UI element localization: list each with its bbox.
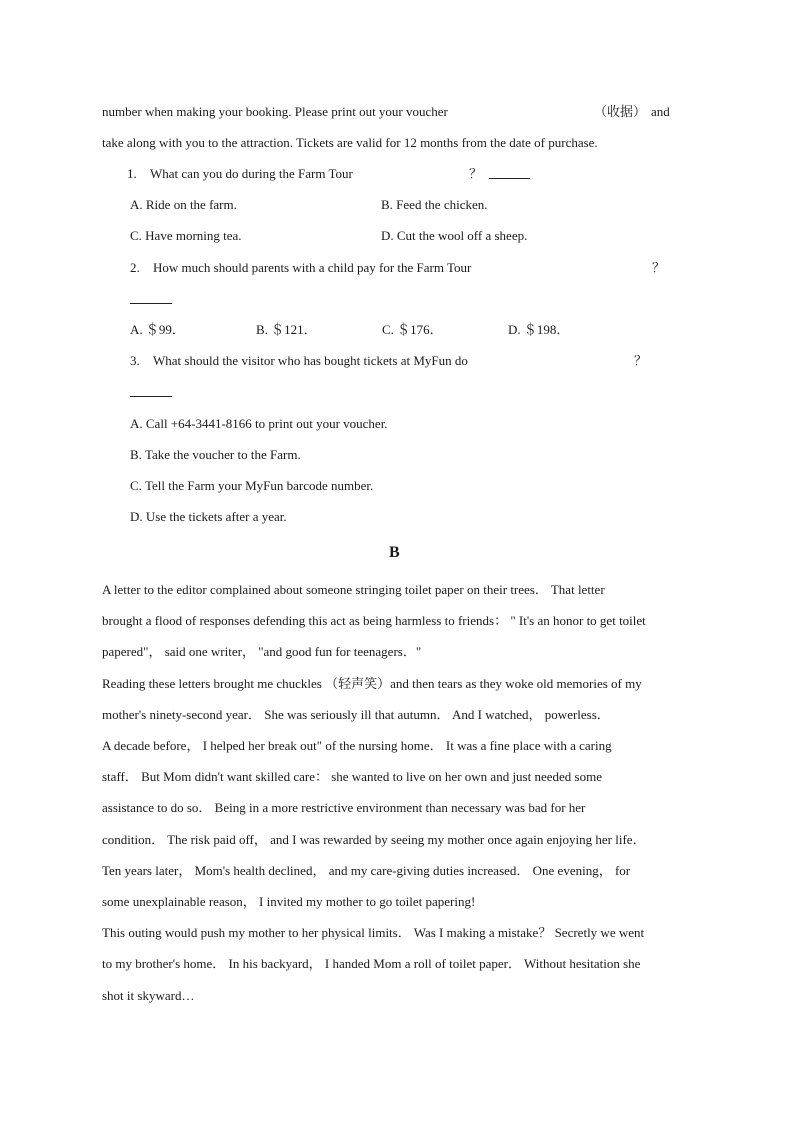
question-1 [127,166,353,182]
intro-line-1-text: number when making your booking. Please print out your voucher [102,104,448,119]
question-mark: ？ [469,166,483,181]
answer-blank[interactable] [489,166,530,183]
option-text: Take the voucher to the Farm. [144,447,301,462]
option-text: ＄176． [397,322,443,337]
option-letter: B. [381,197,393,212]
passage-line: papered"， said one writer， "and good fun for teenagers．" [102,644,422,659]
option-letter: A. [130,416,143,431]
intro-and: and [651,104,670,119]
option-letter: D. [508,322,521,337]
passage-line: to my brother's home． In his backyard， I handed Mom a roll of toilet paper． Without hesitation she [102,956,641,971]
question-number: 1. [127,166,137,181]
question-mark: ？ [652,260,666,275]
option-text: Have morning tea. [145,228,242,243]
option-text: ＄99． [145,322,185,337]
option-letter: C. [382,322,394,337]
option-letter: D. [130,509,143,524]
option-letter: D. [381,228,394,243]
passage-line: A decade before， I helped her break out" of the nursing home． It was a fine place with a caring [102,738,612,753]
intro-line-1 [102,104,448,120]
answer-blank[interactable] [130,291,172,308]
option-letter: C. [130,228,142,243]
passage-line: brought a flood of responses defending this act as being harmless to friends： " It's an honor to get toilet [102,613,646,628]
question-number: 3. [130,353,140,368]
option-b [130,447,301,463]
option-a [130,197,237,213]
passage-line: mother's ninety-second year． She was seriously ill that autumn． And I watched， powerless． [102,707,610,722]
passage-line: some unexplainable reason， I invited my mother to go toilet papering! [102,894,476,909]
option-letter: B. [130,447,142,462]
option-letter: A. [130,322,143,337]
option-text: Cut the wool off a sheep. [396,228,528,243]
question-text: What can you do during the Farm Tour [150,166,353,181]
option-text: Feed the chicken. [396,197,488,212]
passage-line: This outing would push my mother to her physical limits． Was I making a mistake？ Secretly we went [102,925,645,940]
passage-line: Ten years later， Mom's health declined， and my care-giving duties increased． One evening， for [102,863,631,878]
question-mark: ？ [634,353,648,368]
option-text: ＄121． [271,322,317,337]
passage-line: A letter to the editor complained about someone stringing toilet paper on their trees． That letter [102,582,605,597]
question-3 [130,353,468,369]
option-a [130,322,185,338]
section-heading: B [389,544,400,561]
passage-line: shot it skyward… [102,988,195,1003]
option-text: Ride on the farm. [145,197,237,212]
question-text: What should the visitor who has bought tickets at MyFun do [153,353,468,368]
option-b [256,322,317,338]
passage-line: Reading these letters brought me chuckles （轻声笑）and then tears as they woke old memories of my [102,676,642,691]
option-b [381,197,488,213]
option-c [130,228,242,244]
option-letter: B. [256,322,268,337]
option-d [130,509,287,525]
option-d [381,228,527,244]
option-a [130,416,388,432]
option-c [382,322,443,338]
option-letter: C. [130,478,142,493]
option-text: ＄198． [523,322,570,337]
option-text: Tell the Farm your MyFun barcode number. [144,478,374,493]
intro-note: （收据） [594,104,647,119]
passage-line: condition． The risk paid off， and I was rewarded by seeing my mother once again enjoying her life． [102,832,646,847]
passage-line: staff． But Mom didn't want skilled care： she wanted to live on her own and just needed some [102,769,602,784]
question-number: 2. [130,260,140,275]
option-letter: A. [130,197,143,212]
answer-blank[interactable] [130,384,172,401]
option-c [130,478,373,494]
question-text: How much should parents with a child pay for the Farm Tour [153,260,472,275]
option-text: Call +64-3441-8166 to print out your voucher. [145,416,388,431]
question-2 [130,260,471,276]
intro-line-2: take along with you to the attraction. Tickets are valid for 12 months from the date of purchase. [102,135,598,150]
passage-line: assistance to do so． Being in a more restrictive environment than necessary was bad for her [102,800,586,815]
option-d [508,322,569,338]
option-text: Use the tickets after a year. [145,509,287,524]
